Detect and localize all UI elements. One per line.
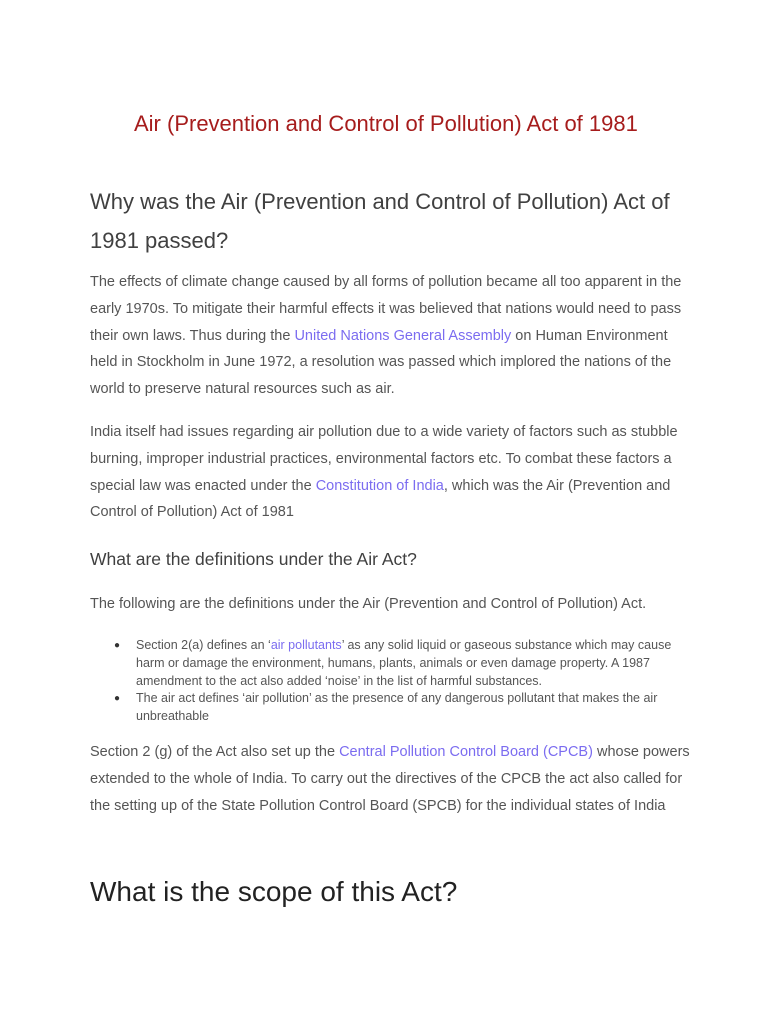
bullet-icon: ●: [114, 640, 121, 651]
bullet-icon: ●: [114, 693, 121, 705]
paragraph-definitions-intro: The following are the definitions under the Air (Prevention and Control of Pollution) Act.: [90, 596, 647, 612]
section-heading-scope: What is the scope of this Act?: [90, 876, 458, 907]
section-heading-why-passed: Why was the Air (Prevention and Control of Pollution) Act of 1981 passed?: [90, 189, 670, 253]
link-air-pollutants[interactable]: air pollutants: [270, 638, 342, 652]
link-constitution-of-india[interactable]: Constitution of India: [315, 477, 444, 494]
document-title: Air (Prevention and Control of Pollution) Act of 1981: [134, 111, 638, 136]
paragraph-text: whose powers extended to the whole of India. To carry out the directives of the CPCB the act also called for the setting up of the State Pollution Control Board (SPCB) for the individual states of India: [90, 744, 690, 814]
list-item: [90, 690, 690, 726]
paragraph-text: on Human Environment held in Stockholm in June 1972, a resolution was passed which implored the nations of the world to preserve natural resources such as air.: [90, 327, 672, 398]
list-item-text: ’ as any solid liquid or gaseous substance which may cause harm or damage the environment, humans, plants, animals or even damage property. A 1987 amendment to the act also added ‘noise’ in the list of harmful substances.: [136, 638, 672, 688]
paragraph-climate-change: [90, 269, 690, 403]
paragraph-text: Section 2 (g) of the Act also set up the: [90, 744, 340, 760]
list-item: [90, 637, 690, 690]
list-item-text: Section 2(a) defines an ‘: [136, 638, 271, 652]
paragraph-cpcb: [90, 739, 690, 819]
paragraph-text: The effects of climate change caused by all forms of pollution became all too apparent in the early 1970s. To mitigate their harmful effects it was believed that nations would need to pass their own laws. Thus during the: [90, 274, 682, 344]
paragraph-text: India itself had issues regarding air pollution due to a wide variety of factors such as stubble burning, improper industrial practices, environmental factors etc. To combat these factors a special law was enacted under the: [90, 424, 678, 494]
paragraph-text: , which was the Air (Prevention and Control of Pollution) Act of 1981: [90, 477, 671, 521]
link-united-nations-general-assembly[interactable]: United Nations General Assembly: [294, 327, 512, 344]
link-central-pollution-control-board[interactable]: Central Pollution Control Board (CPCB): [339, 744, 593, 760]
definitions-list: [90, 637, 690, 726]
section-heading-definitions: What are the definitions under the Air Act?: [90, 549, 417, 569]
list-item-text: The air act defines ‘air pollution’ as the presence of any dangerous pollutant that makes the air unbreathable: [136, 691, 658, 724]
paragraph-india-air-pollution: [90, 419, 690, 526]
